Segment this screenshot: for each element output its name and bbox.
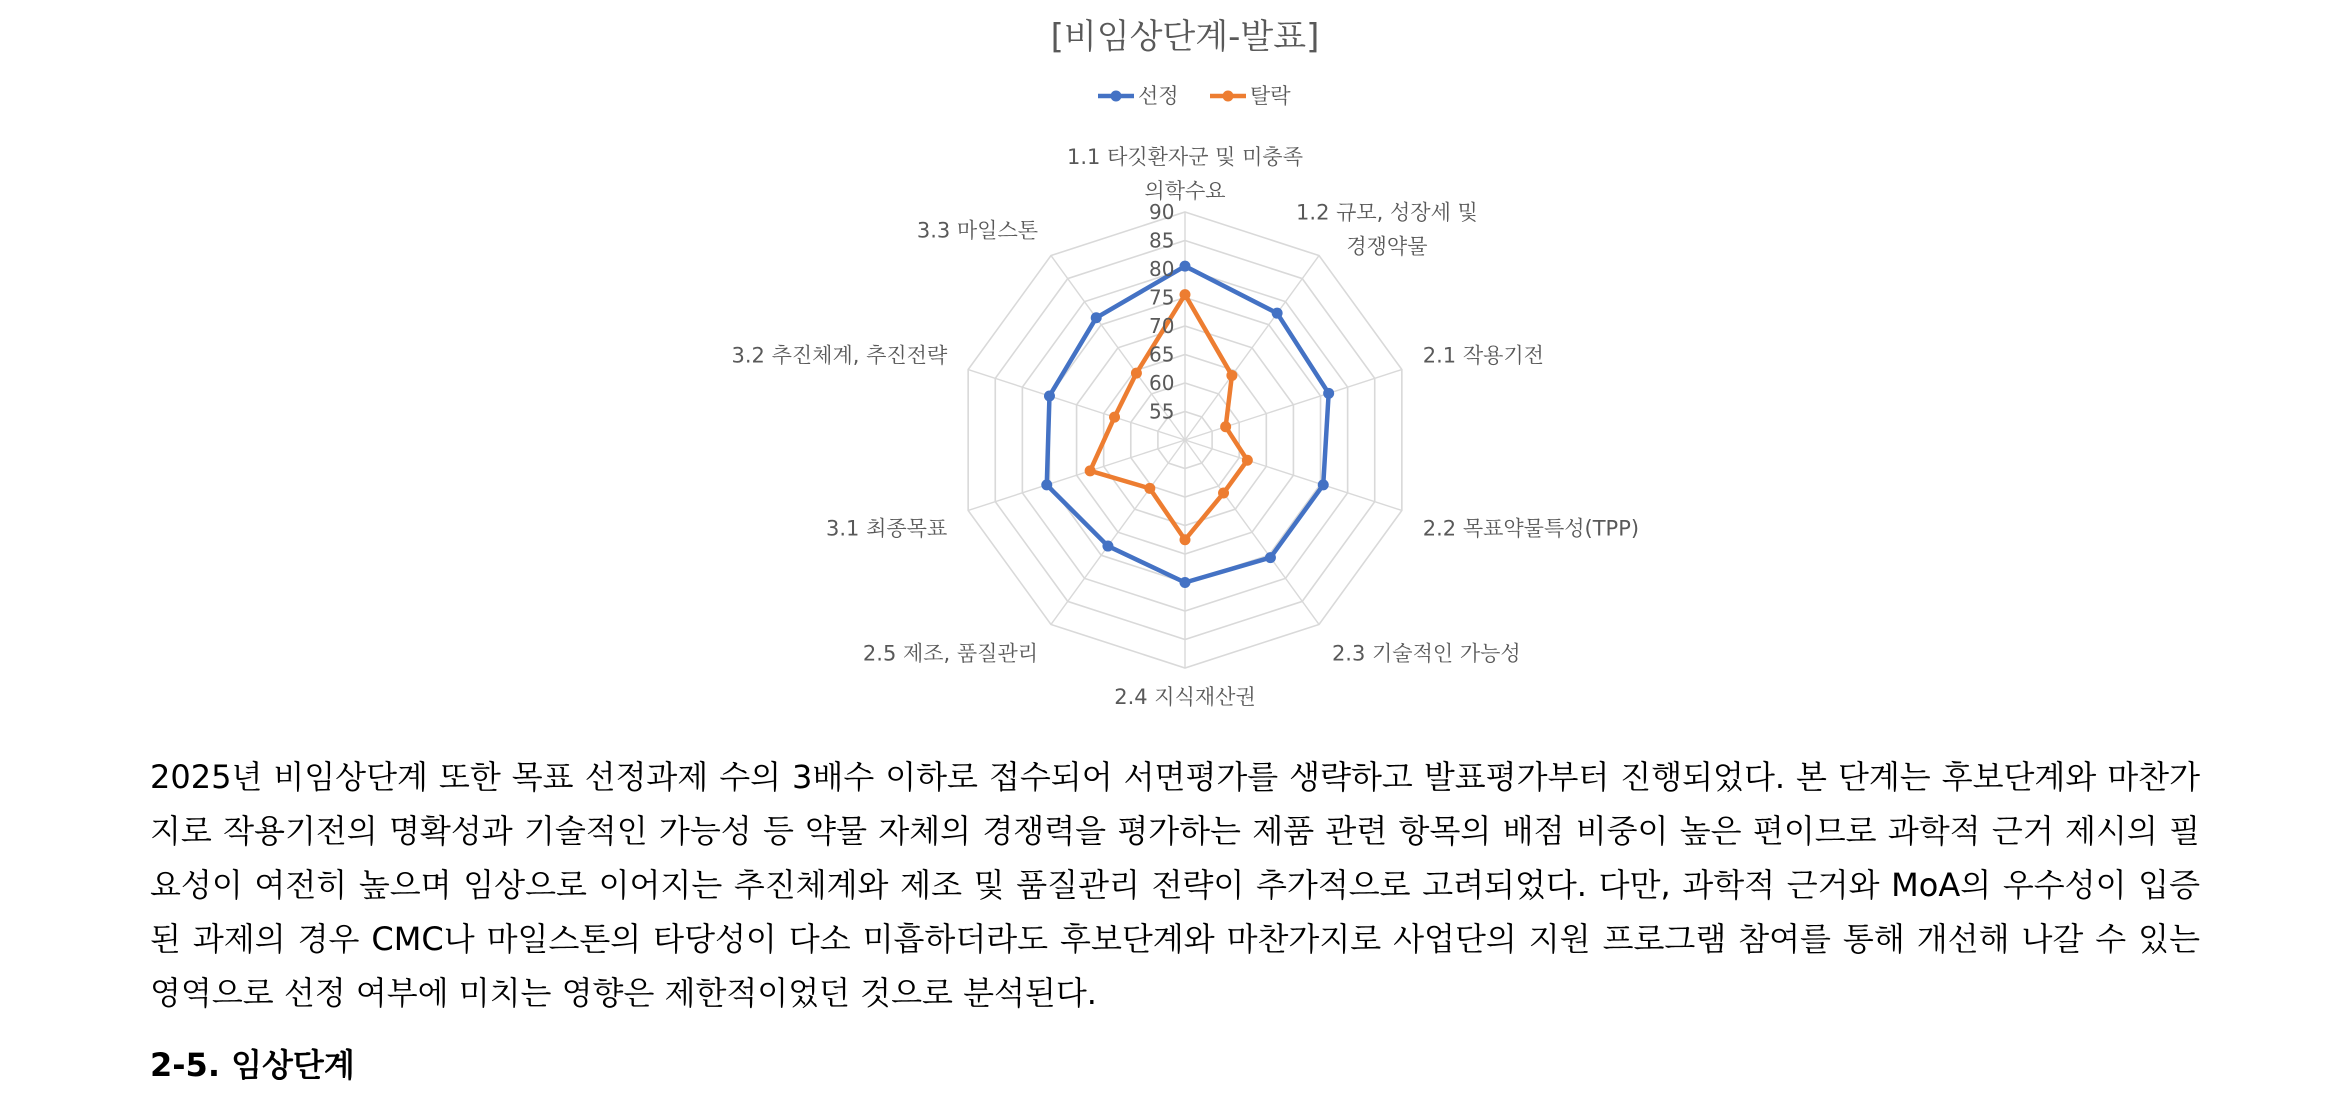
axis-label-line: 3.1 최종목표 bbox=[826, 516, 948, 541]
axis-label-7 bbox=[863, 641, 1038, 665]
data-point-2-8 bbox=[1085, 465, 1096, 476]
axis-label-4 bbox=[1423, 516, 1639, 540]
axis-label-2 bbox=[1296, 201, 1478, 259]
radar-series bbox=[1041, 261, 1334, 588]
axis-label-5 bbox=[1332, 641, 1521, 665]
data-point-2-3 bbox=[1220, 421, 1231, 432]
section-heading: 2-5. 임상단계 bbox=[150, 1046, 355, 1084]
tick-label-60: 60 bbox=[1149, 371, 1175, 395]
spoke-7 bbox=[1051, 440, 1185, 624]
tick-label-55: 55 bbox=[1149, 399, 1175, 424]
axis-label-line: 3.3 마일스톤 bbox=[916, 218, 1039, 243]
axis-label-8 bbox=[826, 516, 947, 540]
data-point-1-6 bbox=[1180, 577, 1191, 588]
data-point-1-10 bbox=[1091, 312, 1102, 323]
data-point-1-5 bbox=[1265, 552, 1276, 563]
legend-marker bbox=[1111, 91, 1122, 102]
axis-label-line: 2.5 제조, 품질관리 bbox=[862, 641, 1039, 666]
axis-label-line: 2.1 작용기전 bbox=[1422, 343, 1544, 368]
data-point-1-2 bbox=[1272, 308, 1283, 319]
tick-label-85: 85 bbox=[1149, 228, 1175, 253]
axis-label-3 bbox=[1423, 344, 1544, 368]
data-point-1-3 bbox=[1323, 388, 1334, 399]
tick-label-75: 75 bbox=[1149, 285, 1175, 310]
data-point-2-9 bbox=[1109, 412, 1120, 423]
data-point-1-4 bbox=[1318, 479, 1329, 490]
axis-label-6 bbox=[1114, 685, 1256, 709]
axis-label-line: 2.2 목표약물특성(TPP) bbox=[1422, 516, 1640, 541]
axis-label-line: 1.2 규모, 성장세 및 bbox=[1296, 200, 1478, 225]
axis-label-9 bbox=[732, 344, 948, 368]
tick-label-65: 65 bbox=[1149, 342, 1175, 367]
data-point-2-10 bbox=[1131, 368, 1142, 379]
data-point-1-7 bbox=[1102, 541, 1113, 552]
axis-label-line: 2.3 기술적인 가능성 bbox=[1331, 641, 1521, 666]
chart-title: [비임상단계-발표] bbox=[1050, 17, 1320, 57]
axis-label-line: 3.2 추진체계, 추진전략 bbox=[731, 343, 948, 368]
legend-marker bbox=[1223, 91, 1234, 102]
legend-label-1: 선정 bbox=[1138, 84, 1179, 108]
tick-label-80: 80 bbox=[1149, 257, 1175, 281]
tick-label-70: 70 bbox=[1149, 314, 1175, 338]
chart-legend bbox=[1098, 84, 1291, 108]
data-point-1-1 bbox=[1180, 261, 1191, 272]
legend-item-2 bbox=[1210, 84, 1291, 108]
axis-label-line: 1.1 타깃환자군 및 미충족 bbox=[1067, 145, 1303, 169]
data-point-2-1 bbox=[1180, 289, 1191, 300]
legend-label-2: 탈락 bbox=[1250, 84, 1291, 108]
data-point-1-9 bbox=[1044, 390, 1055, 401]
data-point-2-5 bbox=[1218, 488, 1229, 499]
data-point-2-7 bbox=[1144, 483, 1155, 494]
axis-label-1 bbox=[1067, 145, 1303, 203]
axis-label-10 bbox=[917, 219, 1038, 243]
axis-label-line: 2.4 지식재산권 bbox=[1114, 685, 1256, 709]
body-paragraph: 2025년 비임상단계 또한 목표 선정과제 수의 3배수 이하로 접수되어 서면평가를 생략하고 발표평가부터 진행되었다. 본 단계는 후보단계와 마찬가지로 작용기전의 명확성과 기술적인 가능성 등 약물 자체의 경쟁력을 평가하는 제품 관련 항목의 배점 비중이 높은 편이므로 과학적 근거 제시의 필요성이 여전히 높으며 임상으로 이어지는 추진체계와 제조 및 품질관리 전략이 추가적으로 고려되었다. 다만, 과학적 근거와 MoA의 우수성이 입증된 과제의 경우 CMC나 마일스톤의 타당성이 다소 미흡하더라도 후보단계와 마찬가지로 사업단의 지원 프로그램 참여를 통해 개선해 나갈 수 있는 영역으로 선정 여부에 미치는 영향은 제한적이었던 것으로 분석된다. bbox=[150, 758, 2200, 1012]
axis-label-line: 경쟁약물 bbox=[1346, 234, 1428, 259]
data-point-2-6 bbox=[1180, 534, 1191, 545]
radial-tick-labels bbox=[1149, 200, 1174, 424]
tick-label-90: 90 bbox=[1149, 200, 1175, 224]
spoke-5 bbox=[1185, 440, 1319, 624]
data-point-2-2 bbox=[1226, 370, 1237, 381]
data-point-1-8 bbox=[1041, 479, 1052, 490]
axis-label-line: 의학수요 bbox=[1144, 179, 1226, 203]
legend-item-1 bbox=[1098, 84, 1179, 108]
data-point-2-4 bbox=[1242, 455, 1253, 466]
